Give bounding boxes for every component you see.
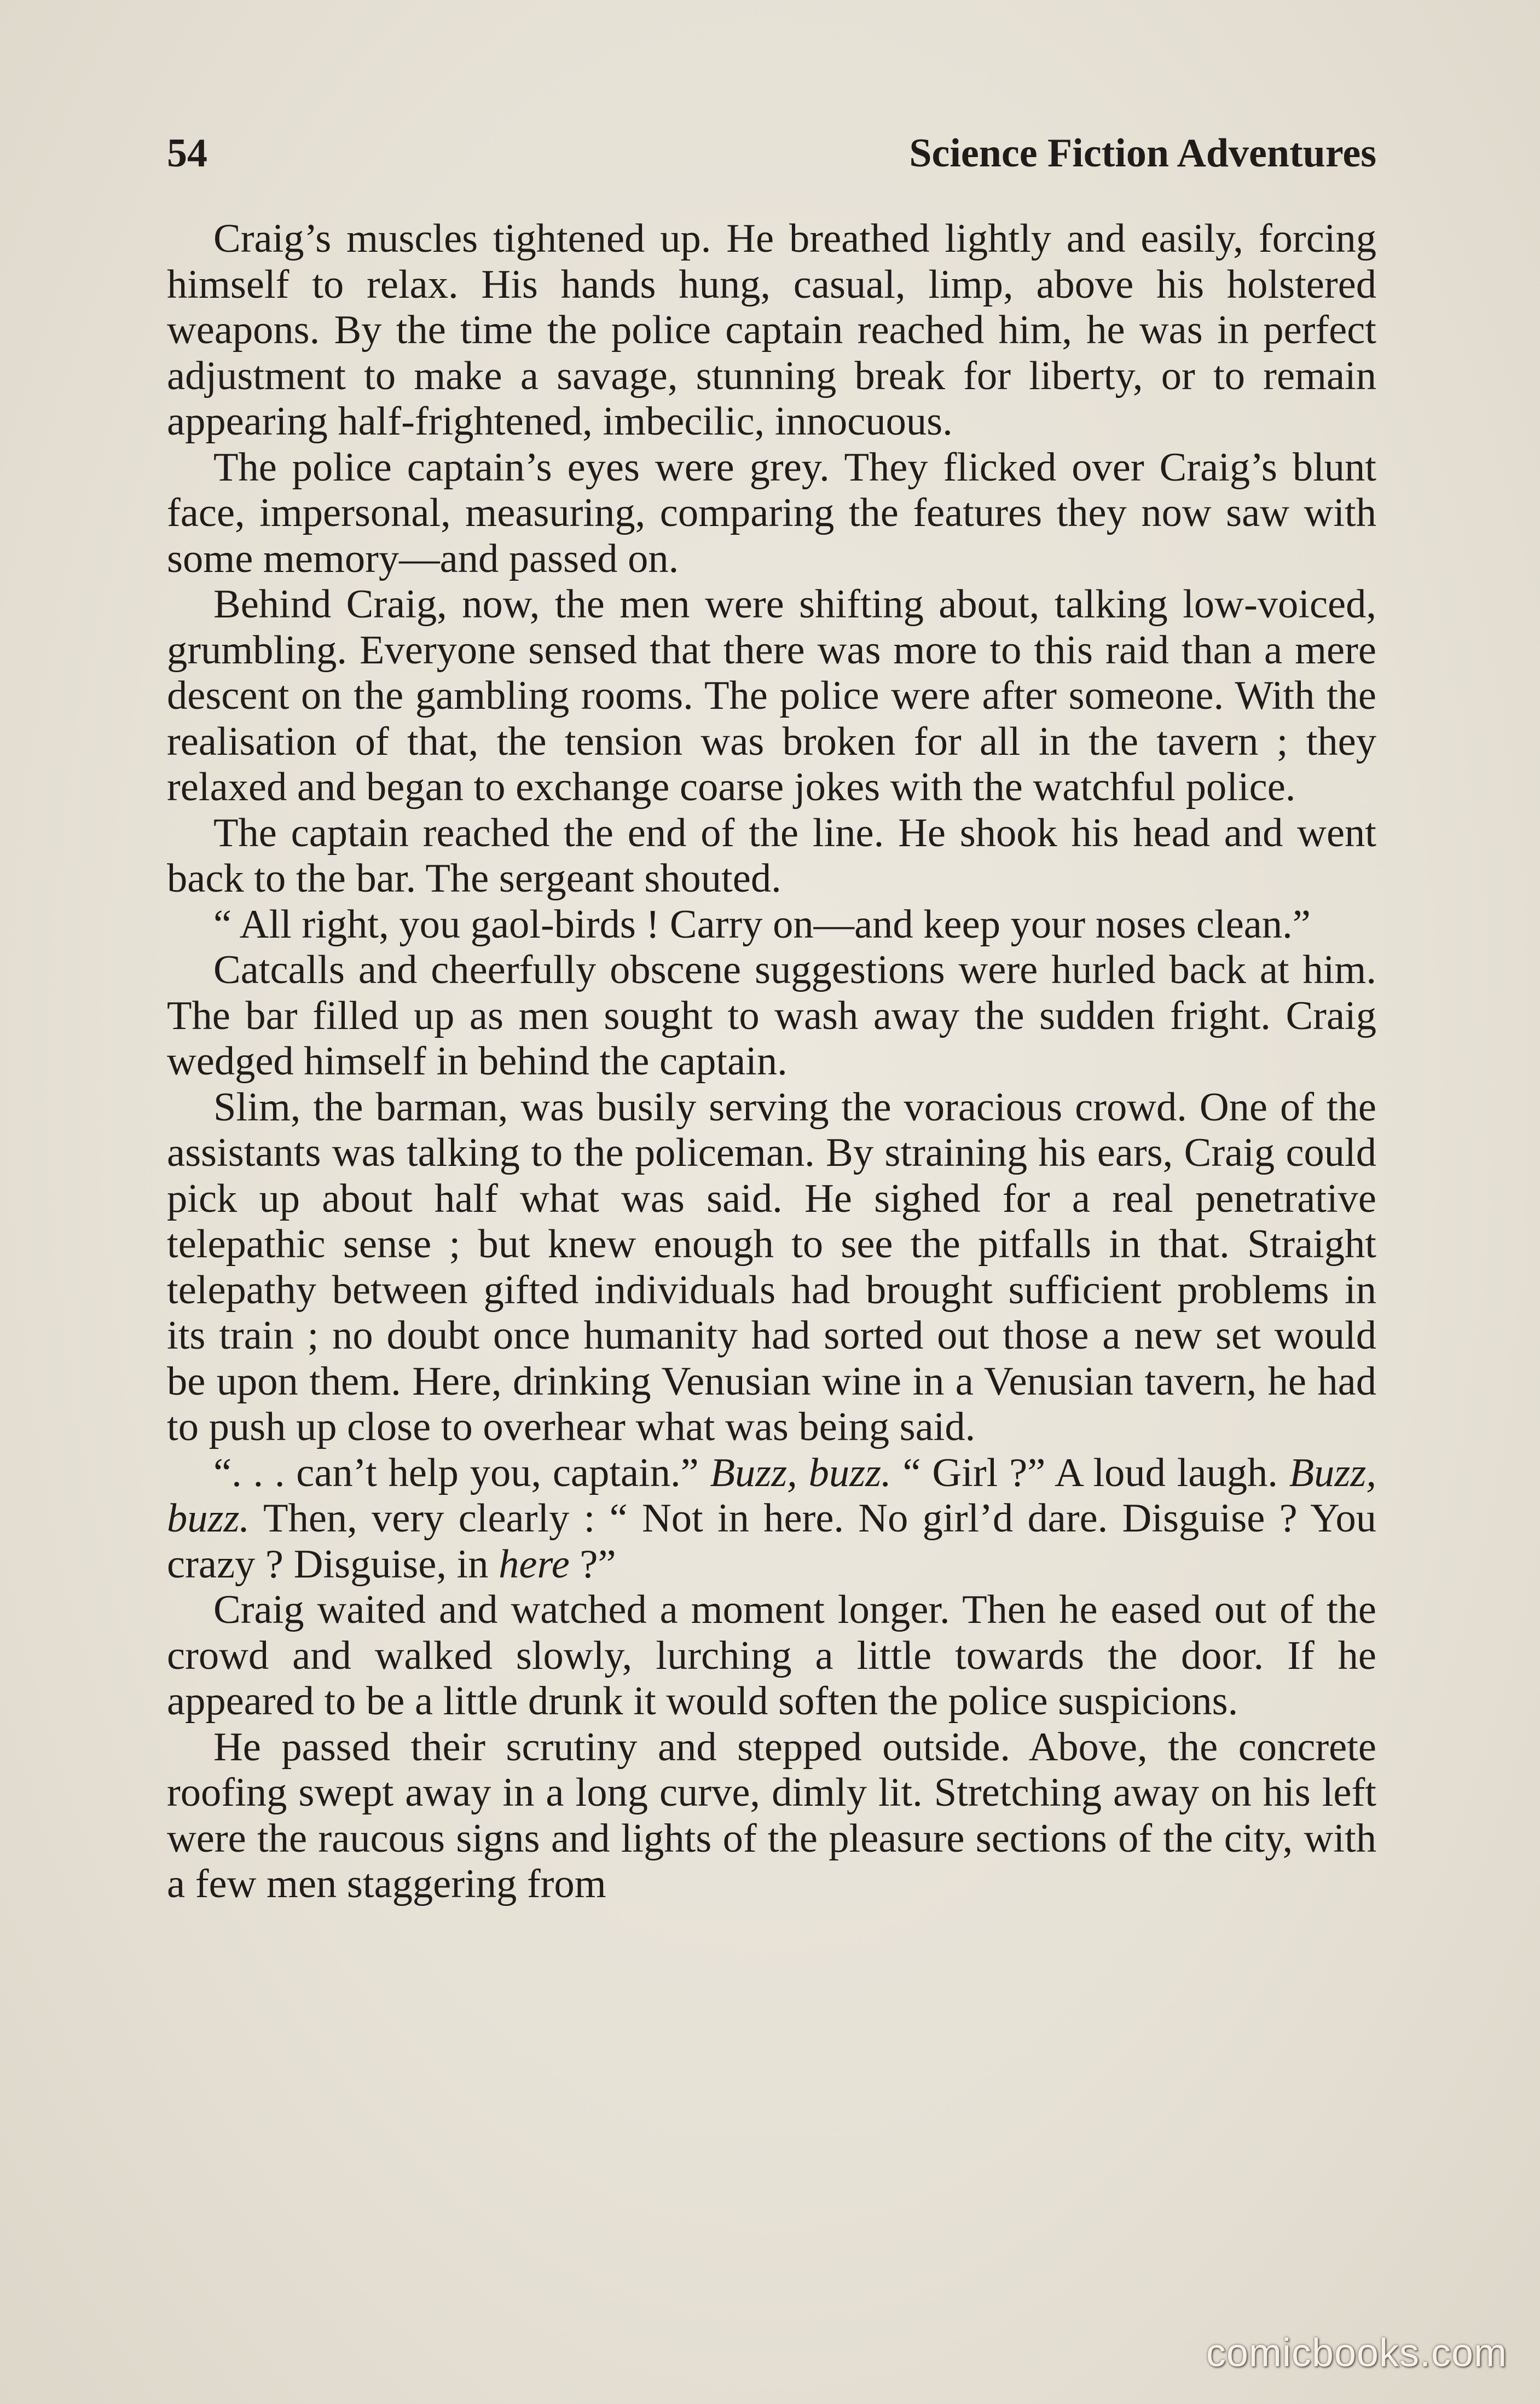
paragraph-8-segment: Then, very clearly : “ Not in here. No girl’d dare. Disguise ? You crazy ? Disguise, in [167,1496,1376,1587]
paragraph-8-segment: ?” [569,1541,616,1587]
running-head: Science Fiction Adventures [909,131,1376,176]
paragraph-6: Catcalls and cheerfully obscene suggestions were hurled back at him. The bar filled up as men sought to wash away the sudden fright. Craig wedged himself in behind the captain. [167,947,1376,1084]
paragraph-4: The captain reached the end of the line. He shook his head and went back to the bar. The sergeant shouted. [167,810,1376,901]
watermark: comicbooks.com [1206,2331,1507,2375]
paragraph-8 [167,1451,1376,1588]
paragraph-7: Slim, the barman, was busily serving the voracious crowd. One of the assistants was talking to the policeman. By straining his ears, Craig could pick up about half what was said. He sighed for a real penetrative telepathic sense ; but knew enough to see the pitfalls in that. Straight telepathy between gifted individuals had brought sufficient problems in its train ; no doubt once humanity had sorted out those a new set would be upon them. Here, drinking Venusian wine in a Venusian tavern, he had to push up close to overhear what was being said. [167,1084,1376,1449]
paragraph-2: The police captain’s eyes were grey. They flicked over Craig’s blunt face, impersonal, measuring, comparing the features they now saw with some memory—and passed on. [167,444,1376,581]
paragraph-8-segment-italic: Buzz, buzz. [710,1450,891,1495]
paragraph-8-segment: “ Girl ?” A loud laugh. [891,1450,1289,1495]
page-number: 54 [167,131,207,176]
paragraph-3: Behind Craig, now, the men were shifting about, talking low-voiced, grumbling. Everyone sensed that there was more to this raid than a mere descent on the gambling rooms. The police were after someone. With the realisation of that, the tension was broken for all in the tavern ; they relaxed and began to exchange coarse jokes with the watchful police. [167,582,1376,810]
page-header [167,123,1376,183]
paragraph-1: Craig’s muscles tightened up. He breathed lightly and easily, forcing himself to relax. His hands hung, casual, limp, above his holstered weapons. By the time the police captain reached him, he was in perfect adjustment to make a savage, stunning break for liberty, or to remain appearing half-frightened, imbecilic, innocuous. [167,216,1376,444]
paragraph-8-segment-italic: here [499,1541,570,1587]
body-text [167,216,1376,1908]
paragraph-8-segment: “. . . can’t help you, captain.” [213,1450,710,1495]
paragraph-9: Craig waited and watched a moment longer. Then he eased out of the crowd and walked slowly, lurching a little towards the door. If he appeared to be a little drunk it would soften the police suspicions. [167,1587,1376,1724]
paragraph-10: He passed their scrutiny and stepped outside. Above, the concrete roofing swept away in a long curve, dimly lit. Stretching away on his left were the raucous signs and lights of the pleasure sections of the city, with a few men staggering from [167,1724,1376,1906]
paragraph-5: “ All right, you gaol-birds ! Carry on—and keep your noses clean.” [213,902,1311,947]
paragraph-8-segment-italic: Buzz, buzz. [167,1450,1376,1541]
